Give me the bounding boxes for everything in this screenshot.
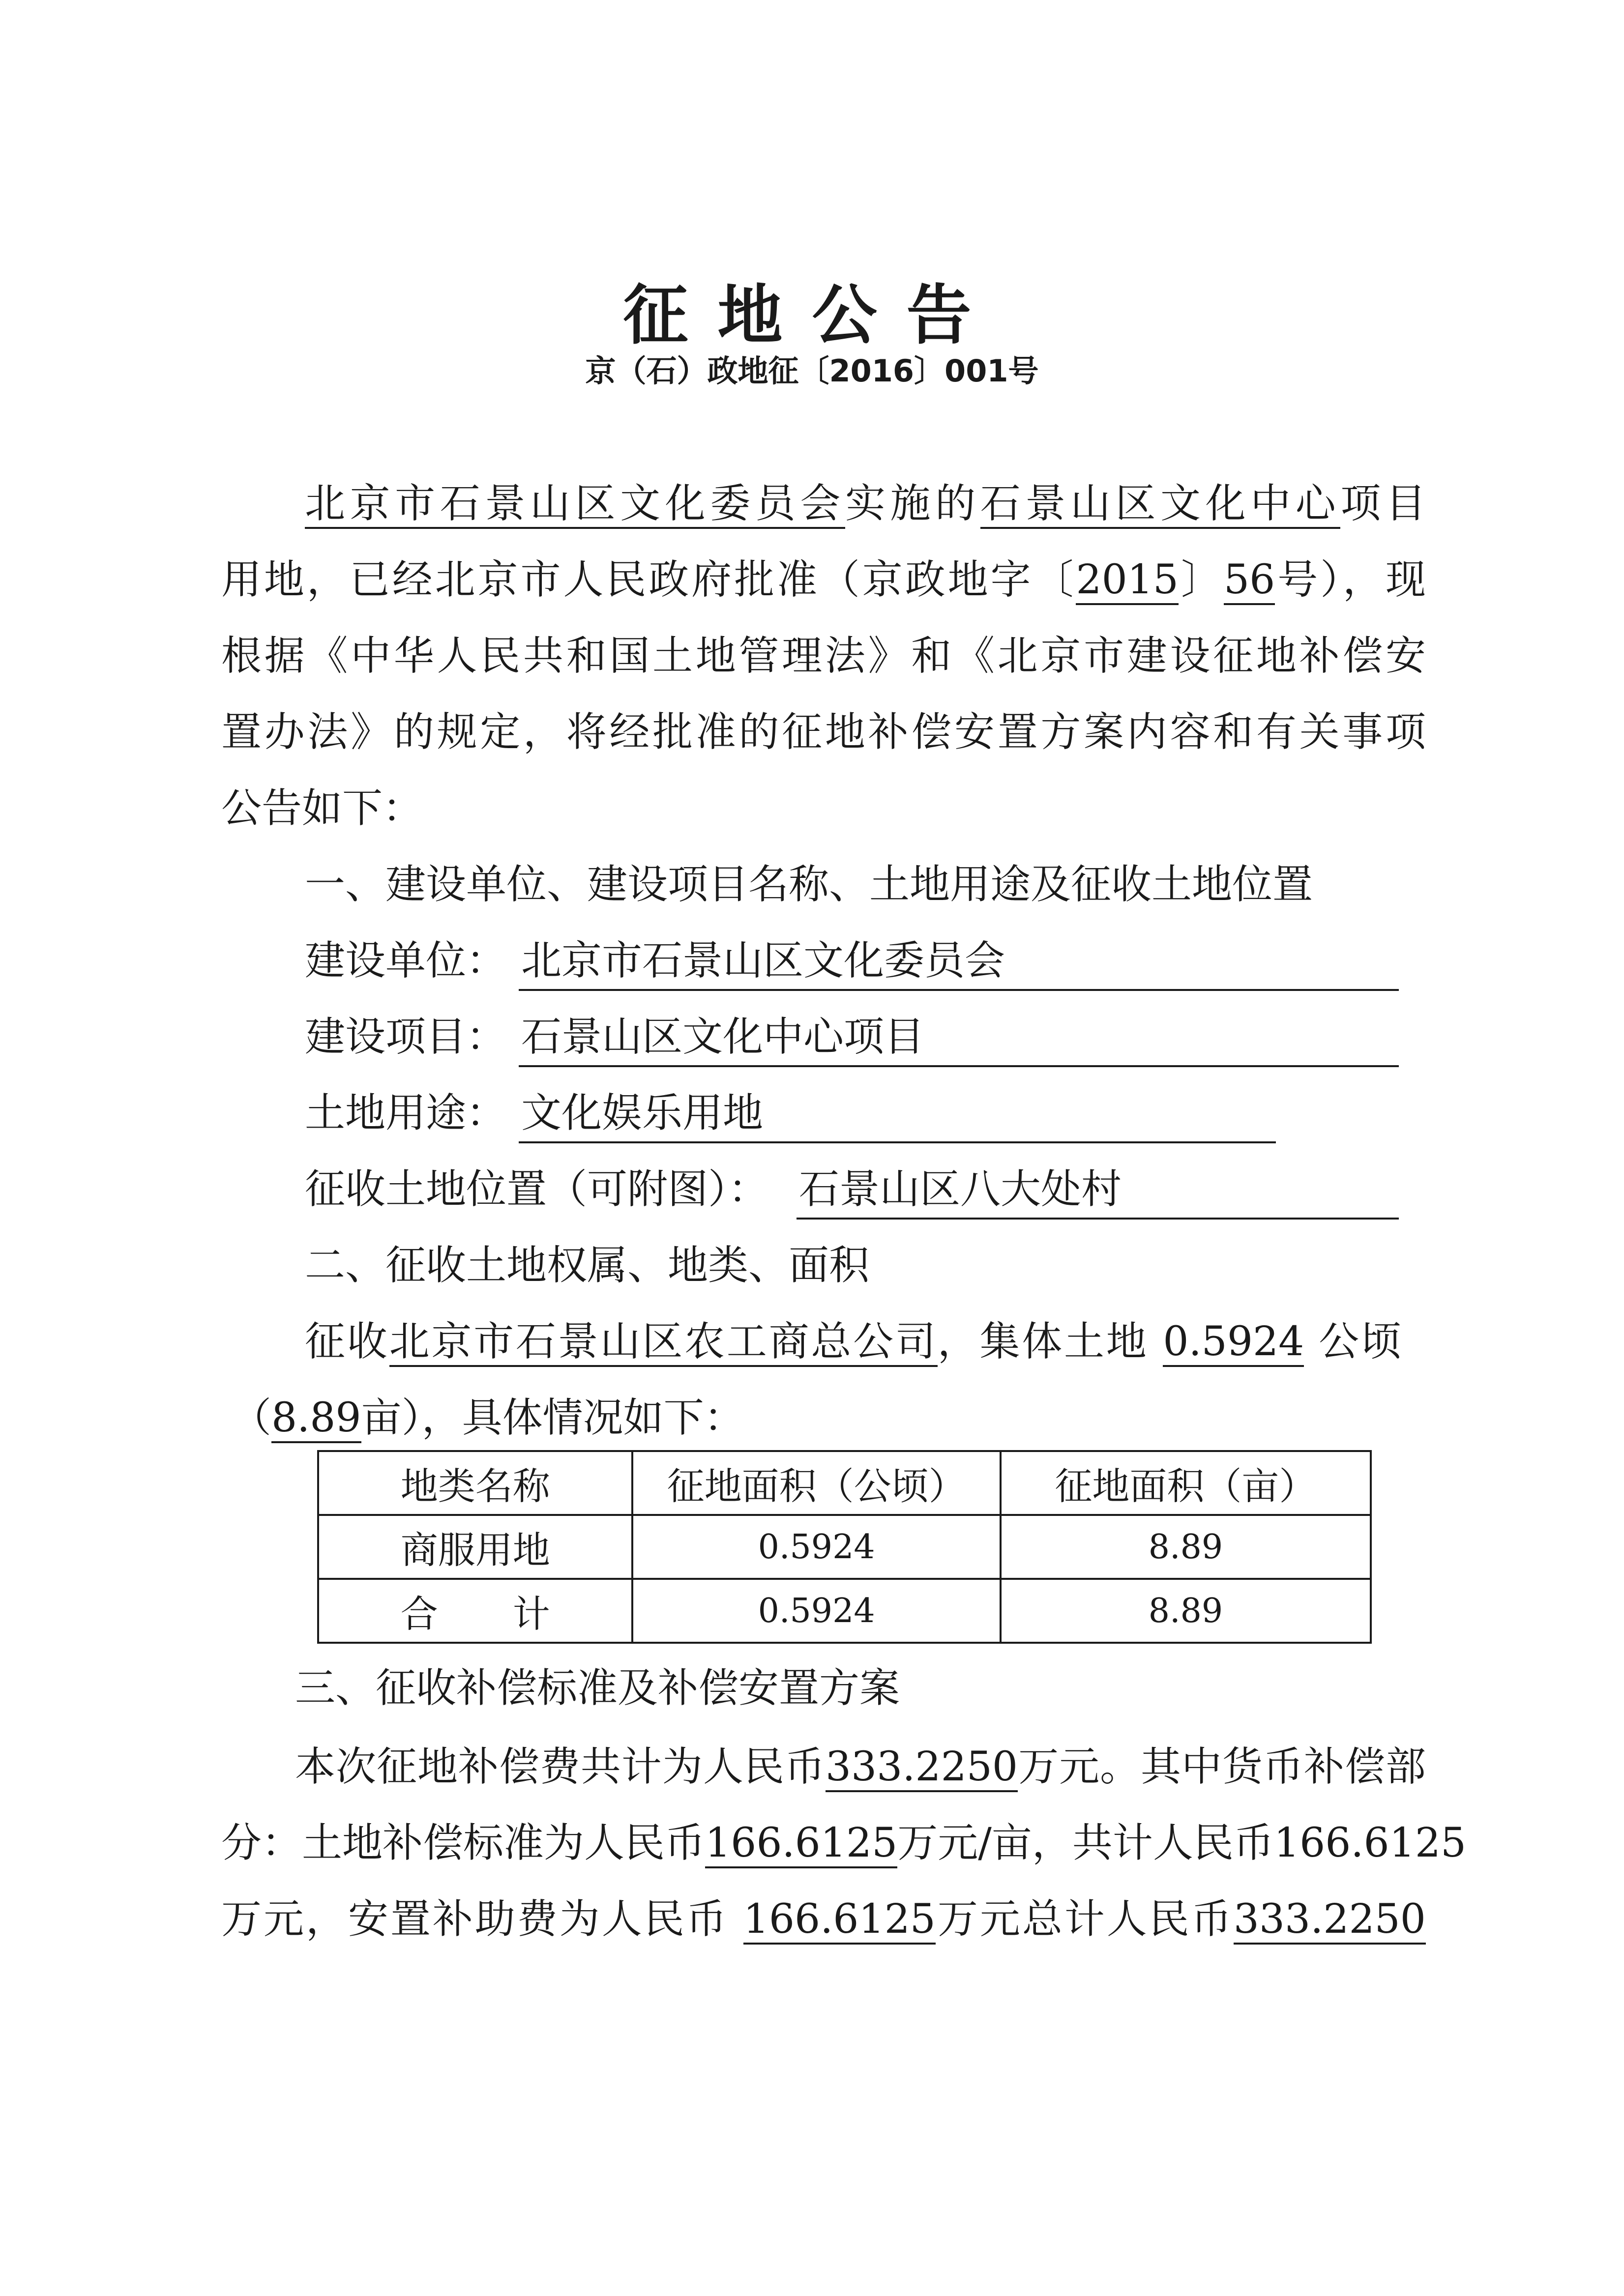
- text-segment: 号），现: [1275, 556, 1426, 603]
- table-row: [318, 1579, 1371, 1643]
- table-row: [318, 1515, 1371, 1579]
- area-mu: 8.89: [271, 1395, 361, 1443]
- land-compensation-standard: 166.6125: [705, 1820, 897, 1868]
- text-segment: 公顷: [1304, 1318, 1401, 1365]
- paragraph1-line1: [305, 479, 1426, 528]
- text-segment: 万元/亩，共计人民币166.6125: [897, 1820, 1467, 1866]
- grand-total: 333.2250: [1234, 1896, 1426, 1945]
- paragraph1-line3: 根据《中华人民共和国土地管理法》和《北京市建设征地补偿安: [221, 633, 1426, 679]
- underline: [519, 1065, 1399, 1067]
- text-segment: 本次征地补偿费共计为人民币: [295, 1744, 826, 1790]
- table-header-row: [318, 1451, 1371, 1515]
- land-location-label: 征收土地位置（可附图）：: [305, 1166, 769, 1213]
- land-owner: 北京市石景山区农工商总公司: [389, 1318, 938, 1367]
- construction-project-value: 石景山区文化中心项目: [521, 1014, 925, 1060]
- underline: [519, 989, 1399, 991]
- table-cell: 0.5924: [632, 1515, 1000, 1579]
- text-segment: 万元总计人民币: [935, 1896, 1234, 1943]
- text-segment: ，集体土地: [937, 1318, 1163, 1365]
- table-cell: 商服用地: [318, 1515, 632, 1579]
- land-location-value: 石景山区八大处村: [799, 1166, 1122, 1213]
- text-segment: 实施的: [845, 480, 980, 527]
- area-hectares: 0.5924: [1163, 1318, 1304, 1367]
- construction-unit-label: 建设单位：: [305, 937, 507, 984]
- section3-line2: [221, 1819, 1467, 1868]
- section2-line1: [305, 1317, 1401, 1366]
- table-header-cell: 征地面积（亩）: [1001, 1451, 1371, 1515]
- implementing-unit: 北京市石景山区文化委员会: [305, 480, 845, 529]
- table-cell: 8.89: [1001, 1579, 1371, 1643]
- project-name: 石景山区文化中心: [980, 480, 1341, 529]
- text-segment: 分：土地补偿标准为人民币: [221, 1820, 706, 1866]
- land-use-value: 文化娱乐用地: [521, 1090, 764, 1136]
- underline: [797, 1218, 1399, 1220]
- total-compensation: 333.2250: [826, 1744, 1018, 1792]
- text-segment: 亩），具体情况如下：: [361, 1395, 744, 1441]
- paragraph1-line2: [221, 555, 1426, 605]
- approval-number: 56: [1224, 556, 1275, 605]
- text-segment: 用地，已经北京市人民政府批准（京政地字〔: [221, 556, 1076, 603]
- table-cell: 0.5924: [632, 1579, 1000, 1643]
- page-title: 征地公告: [623, 278, 1001, 353]
- text-segment: （: [231, 1395, 272, 1441]
- text-segment: 万元。其中货币补偿部: [1018, 1744, 1426, 1790]
- resettlement-subsidy: 166.6125: [743, 1896, 936, 1945]
- section3-line3: [221, 1895, 1426, 1944]
- construction-unit-value: 北京市石景山区文化委员会: [521, 937, 1005, 984]
- paragraph1-line5: 公告如下：: [221, 785, 423, 832]
- table-header-cell: 征地面积（公顷）: [632, 1451, 1000, 1515]
- text-segment: 万元，安置补助费为人民币: [221, 1896, 743, 1943]
- table-cell: 合 计: [318, 1579, 632, 1643]
- section3-line1: [295, 1743, 1426, 1792]
- text-segment: 〕: [1179, 556, 1224, 603]
- table-cell: 8.89: [1001, 1515, 1371, 1579]
- paragraph1-line4: 置办法》的规定，将经批准的征地补偿安置方案内容和有关事项: [221, 709, 1426, 756]
- section3-heading: 三、征收补偿标准及补偿安置方案: [295, 1665, 900, 1712]
- approval-year: 2015: [1076, 556, 1179, 605]
- underline: [519, 1141, 1276, 1143]
- land-use-label: 土地用途：: [305, 1090, 507, 1136]
- section1-heading: 一、建设单位、建设项目名称、土地用途及征收土地位置: [305, 861, 1313, 908]
- text-segment: 项目: [1340, 480, 1426, 527]
- section2-heading: 二、征收土地权属、地类、面积: [305, 1242, 870, 1289]
- construction-project-label: 建设项目：: [305, 1014, 507, 1060]
- land-area-table: [317, 1450, 1372, 1644]
- text-segment: 征收: [305, 1318, 389, 1365]
- document-number: 京（石）政地征〔2016〕001号: [585, 353, 1039, 389]
- table-header-cell: 地类名称: [318, 1451, 632, 1515]
- section2-line2: [231, 1394, 744, 1443]
